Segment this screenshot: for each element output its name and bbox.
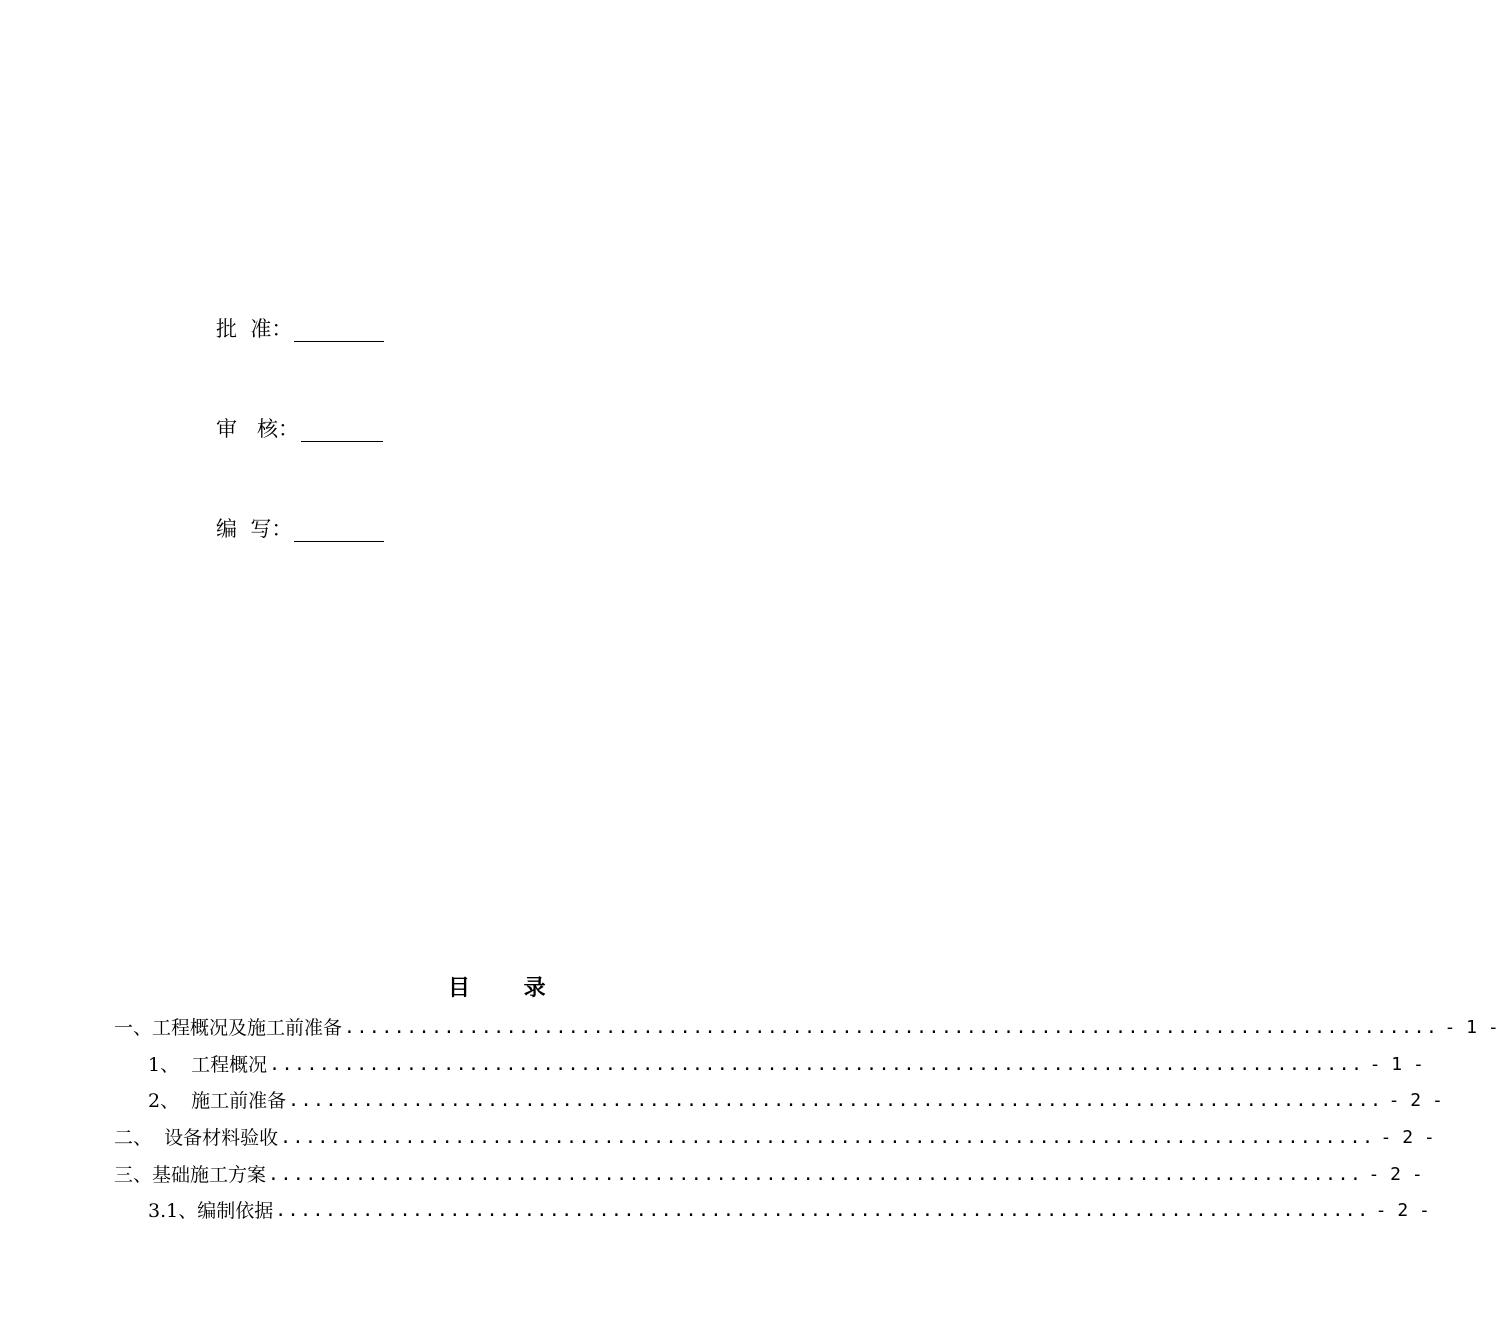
toc-entry-page: - 2 - [1375, 1200, 1430, 1222]
toc-leader-dots: ........................................................................................ [344, 1017, 1439, 1039]
toc-entry[interactable] [114, 1120, 1435, 1157]
toc-entry[interactable] [114, 1010, 1499, 1047]
toc-entry-label: 二、 设备材料验收 [114, 1127, 279, 1150]
toc-entry-page: - 2 - [1368, 1163, 1423, 1185]
toc-leader-dots: ........................................................................................ [269, 1053, 1364, 1075]
review-signature-blank [301, 419, 383, 442]
approve-signature-blank [294, 319, 384, 342]
toc-entry[interactable] [114, 1193, 1430, 1230]
toc-leader-dots: ........................................................................................ [288, 1090, 1383, 1112]
toc-entry-page: - 2 - [1380, 1127, 1435, 1149]
toc-entry-label: 2、 施工前准备 [148, 1090, 287, 1113]
toc-leader-dots: ........................................................................................ [280, 1127, 1375, 1149]
toc-entry-label: 1、 工程概况 [148, 1053, 268, 1076]
toc-entry[interactable] [114, 1047, 1424, 1084]
approve-label: 批 准： [216, 317, 293, 341]
table-of-contents [114, 1010, 1499, 1230]
author-signature-blank [294, 519, 384, 542]
toc-entry-page: - 1 - [1369, 1053, 1424, 1075]
toc-entry-page: - 2 - [1388, 1090, 1443, 1112]
approval-signature-row [216, 312, 384, 342]
toc-leader-dots: ........................................................................................ [268, 1163, 1363, 1185]
toc-entry-label: 3.1、编制依据 [148, 1200, 274, 1223]
toc-title: 目 录 [448, 976, 546, 1001]
toc-entry-label: 一、工程概况及施工前准备 [114, 1017, 343, 1040]
author-label: 编 写： [216, 517, 293, 541]
toc-leader-dots: ........................................................................................ [275, 1200, 1370, 1222]
toc-entry[interactable] [114, 1156, 1423, 1193]
toc-entry-label: 三、基础施工方案 [114, 1163, 267, 1186]
toc-entry[interactable] [114, 1083, 1443, 1120]
review-signature-row [216, 412, 383, 442]
author-signature-row [216, 512, 384, 542]
toc-entry-page: - 1 - [1444, 1017, 1499, 1039]
review-label: 审 核： [216, 417, 300, 441]
